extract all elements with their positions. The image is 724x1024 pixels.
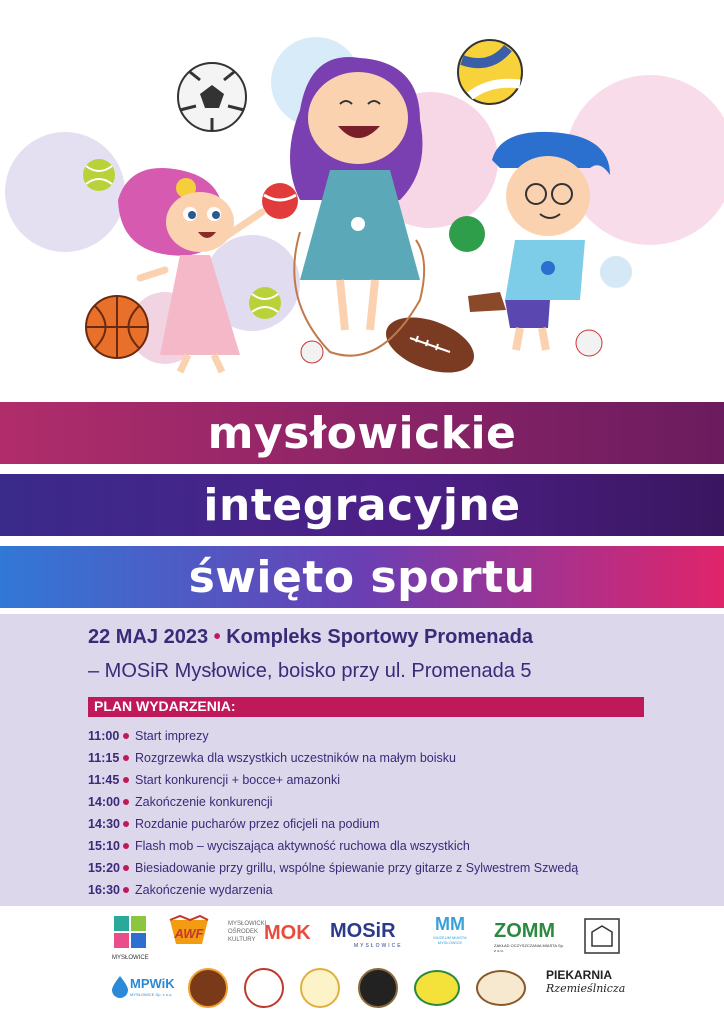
title-line-3: święto sportu — [188, 551, 536, 603]
event-date: 22 MAJ 2023 — [88, 626, 209, 648]
title-band-2 — [0, 474, 724, 536]
muzeum-logo — [428, 914, 472, 962]
schedule-text: Zakończenie konkurencji — [135, 795, 273, 809]
baseball-icon — [576, 330, 602, 356]
club-badge-3 — [300, 968, 340, 1008]
kids-sports-illustration — [0, 0, 724, 400]
restaurant-badge — [476, 970, 526, 1006]
basketball-icon — [86, 296, 148, 358]
tennis-ball-icon — [83, 159, 115, 191]
sponsor-logos — [0, 906, 724, 1024]
schedule-text: Rozdanie pucharów przez oficjeli na podium — [135, 817, 380, 831]
schedule-text: Flash mob – wyciszająca aktywność ruchowa dla wszystkich — [135, 839, 470, 853]
piekarnia-logo — [546, 968, 626, 1004]
schedule-row — [88, 813, 648, 835]
schedule-row — [88, 747, 648, 769]
bullet-icon — [123, 821, 129, 827]
title-line-1: mysłowickie — [207, 407, 517, 459]
club-badge-1 — [188, 968, 228, 1008]
mok-text-1: MYSŁOWICKI — [228, 921, 267, 927]
event-address: – MOSiR Mysłowice, boisko przy ul. Promenada 5 — [88, 660, 532, 682]
piekarnia-sub: Rzemieślnicza — [546, 982, 626, 995]
schedule-text: Start konkurencji + bocce+ amazonki — [135, 773, 340, 787]
schedule-row — [88, 857, 648, 879]
myslowice-label: MYSŁOWICE — [112, 955, 149, 961]
myslowice-logo — [112, 914, 148, 964]
schedule-row — [88, 791, 648, 813]
mpwik-logo — [110, 972, 180, 1002]
mosir-logo — [330, 920, 410, 952]
schedule-list — [88, 725, 648, 901]
mosir-sub: MYSŁOWICE — [354, 943, 403, 949]
title-band-3 — [0, 546, 724, 608]
awf-label: AWF — [174, 926, 204, 941]
club-badge-5 — [414, 970, 460, 1006]
american-football-icon — [379, 307, 482, 384]
schedule-row — [88, 835, 648, 857]
club-badge-2 — [244, 968, 284, 1008]
schedule-time: 16:30 — [88, 883, 120, 897]
mpwik-sub: MYSŁOWICE Sp. z o.o. — [130, 992, 173, 997]
plan-heading-bar — [88, 697, 644, 717]
mok-text-2: OŚRODEK — [228, 929, 259, 935]
separator-dot: • — [213, 626, 221, 648]
muzeum-sub: MUZEUM MIASTA MYSŁOWICE — [433, 935, 467, 945]
schedule-text: Start imprezy — [135, 729, 209, 743]
bullet-icon — [123, 755, 129, 761]
zomm-logo — [494, 920, 566, 952]
schedule-time: 11:15 — [88, 751, 120, 765]
bullet-icon — [123, 865, 129, 871]
club-badge-4 — [358, 968, 398, 1008]
tennis-ball-icon — [249, 287, 281, 319]
bullet-icon — [123, 843, 129, 849]
event-date-venue — [88, 626, 533, 649]
schedule-time: 11:00 — [88, 729, 120, 743]
green-ball-icon — [449, 216, 485, 252]
schedule-text: Zakończenie wydarzenia — [135, 883, 273, 897]
title-band-1 — [0, 402, 724, 464]
mosir-label: MOSiR — [330, 920, 396, 942]
muzeum-label: MM — [435, 914, 465, 934]
schedule-row — [88, 769, 648, 791]
schedule-time: 11:45 — [88, 773, 120, 787]
volleyball-icon — [458, 40, 522, 104]
mpwik-label: MPWiK — [130, 976, 175, 991]
piekarnia-label: PIEKARNIA — [546, 968, 613, 982]
schedule-text: Rozgrzewka dla wszystkich uczestników na małym boisku — [135, 751, 456, 765]
schedule-row — [88, 725, 648, 747]
schedule-row — [88, 879, 648, 901]
soccer-ball-icon — [178, 63, 246, 131]
event-venue: Kompleks Sportowy Promenada — [226, 626, 533, 648]
library-logo — [584, 918, 620, 954]
zomm-label: ZOMM — [494, 920, 556, 942]
awf-logo — [166, 914, 212, 950]
mok-text-3: KULTURY — [228, 937, 256, 943]
bullet-icon — [123, 799, 129, 805]
schedule-time: 14:00 — [88, 795, 120, 809]
bullet-icon — [123, 887, 129, 893]
mok-logo — [228, 920, 311, 950]
plan-heading: PLAN WYDARZENIA: — [94, 698, 236, 714]
schedule-time: 15:10 — [88, 839, 120, 853]
schedule-text: Biesiadowanie przy grillu, wspólne śpiewanie przy gitarze z Sylwestrem Szwedą — [135, 861, 579, 875]
schedule-time: 15:20 — [88, 861, 120, 875]
hero-illustration — [0, 0, 724, 400]
title-line-2: integracyjne — [203, 479, 521, 531]
bullet-icon — [123, 733, 129, 739]
schedule-time: 14:30 — [88, 817, 120, 831]
zomm-sub: ZAKŁAD OCZYSZCZANIA MIASTA Sp. z o.o. — [494, 943, 564, 953]
red-ball-icon — [262, 183, 298, 219]
mok-mark: MOK — [264, 922, 311, 944]
bullet-icon — [123, 777, 129, 783]
baseball-icon — [301, 341, 323, 363]
